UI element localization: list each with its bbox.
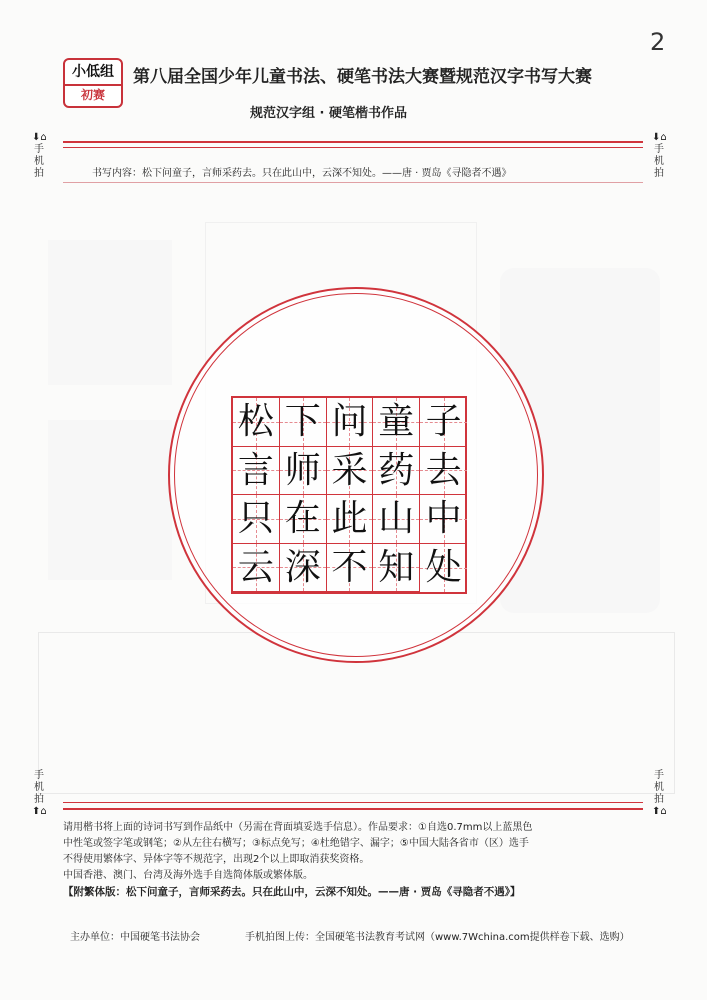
grid-cell (280, 398, 327, 447)
grid-cell (327, 544, 374, 593)
stage-label: 初赛 (80, 88, 105, 102)
side-label-top-left (32, 132, 46, 180)
side-label-top-right (652, 132, 666, 180)
instruction-line: 中国香港、澳门、台湾及海外选手自选简体版或繁体版。 (63, 870, 313, 881)
grid-char: 深 (284, 546, 321, 588)
grid-char: 云 (237, 546, 274, 588)
camera-download-icon: ⬇⌂ (32, 132, 47, 143)
side-label-text: 手机拍 (654, 770, 664, 805)
side-label-bottom-right (652, 770, 666, 818)
grid-char: 言 (237, 449, 274, 491)
grid-char: 去 (425, 449, 462, 491)
grid-char: 山 (378, 498, 415, 539)
grid-cell (280, 447, 327, 496)
instruction-line: 中性笔或签字笔或钢笔；②从左往右横写；③标点免写；④杜绝错字、漏字；⑤中国大陆各省市（区）选手 (63, 838, 529, 849)
grid-char: 只 (237, 498, 274, 539)
grid-cell (373, 447, 420, 496)
show-through-qr-left-bottom (48, 420, 172, 580)
grid-cell (327, 495, 374, 544)
side-label-text: 手机拍 (654, 144, 664, 179)
grid-cell (373, 495, 420, 544)
top-rule-1 (63, 141, 643, 143)
page-subtitle: 规范汉字组 · 硬笔楷书作品 (250, 106, 407, 121)
footer-organizer: 主办单位：中国硬笔书法协会 (70, 932, 200, 943)
grid-char: 童 (378, 401, 415, 442)
bottom-rule-2 (63, 808, 643, 810)
grid-char: 问 (331, 401, 368, 442)
instruction-line: 请用楷书将上面的诗词书写到作品纸中（另需在背面填妥选手信息）。作品要求：①自选0.7mm以上蓝黑色 (63, 822, 533, 833)
writing-grid (231, 396, 467, 594)
bottom-rule-1 (63, 802, 643, 803)
instructions (63, 820, 653, 900)
grid-char: 不 (331, 546, 368, 588)
side-label-bottom-left (32, 770, 46, 818)
grid-cell (233, 544, 280, 593)
grid-char: 在 (284, 498, 321, 539)
grid-cell (327, 447, 374, 496)
grid-cell (420, 495, 467, 544)
camera-upload-icon: ⬆⌂ (32, 806, 47, 817)
grid-cell (420, 398, 467, 447)
grid-char: 采 (331, 449, 368, 491)
writing-content: 书写内容：松下问童子，言师采药去。只在此山中，云深不知处。——唐 · 贾岛《寻隐者不遇》 (92, 168, 512, 179)
grid-char: 子 (425, 401, 462, 442)
group-badge (63, 58, 123, 108)
page-number: 2 (650, 28, 666, 56)
grid-char: 中 (425, 498, 462, 539)
grid-char: 此 (331, 498, 368, 539)
grid-cell (280, 544, 327, 593)
grid-char: 师 (284, 449, 321, 491)
group-label: 小低组 (65, 60, 121, 86)
grid-char: 处 (425, 546, 462, 588)
side-label-text: 手机拍 (34, 144, 44, 179)
footer-upload: 手机拍图上传：全国硬笔书法教育考试网（www.7Wchina.com提供样卷下载、选购） (245, 932, 630, 943)
top-rule-2 (63, 147, 643, 148)
grid-cell (420, 447, 467, 496)
grid-char: 下 (284, 401, 321, 442)
grid-cell (373, 544, 420, 593)
side-label-text: 手机拍 (34, 770, 44, 805)
content-underline (63, 182, 643, 183)
grid-char: 松 (237, 401, 274, 442)
grid-char: 知 (378, 546, 415, 588)
grid-cell (280, 495, 327, 544)
instruction-line: 不得使用繁体字、异体字等不规范字，出现2个以上即取消获奖资格。 (63, 854, 370, 865)
grid-cell (233, 495, 280, 544)
camera-upload-icon: ⬆⌂ (652, 806, 667, 817)
grid-cell (233, 398, 280, 447)
grid-char: 药 (378, 449, 415, 491)
grid-cell (420, 544, 467, 593)
grid-cell (327, 398, 374, 447)
show-through-qr-left-top (48, 240, 172, 385)
camera-download-icon: ⬇⌂ (652, 132, 667, 143)
instruction-line: 【附繁体版：松下问童子，言师采药去。只在此山中，云深不知处。——唐 · 贾岛《寻隐者不遇》】 (63, 886, 521, 898)
page-title: 第八届全国少年儿童书法、硬笔书法大赛暨规范汉字书写大赛 (133, 67, 592, 87)
grid-cell (373, 398, 420, 447)
grid-cell (233, 447, 280, 496)
